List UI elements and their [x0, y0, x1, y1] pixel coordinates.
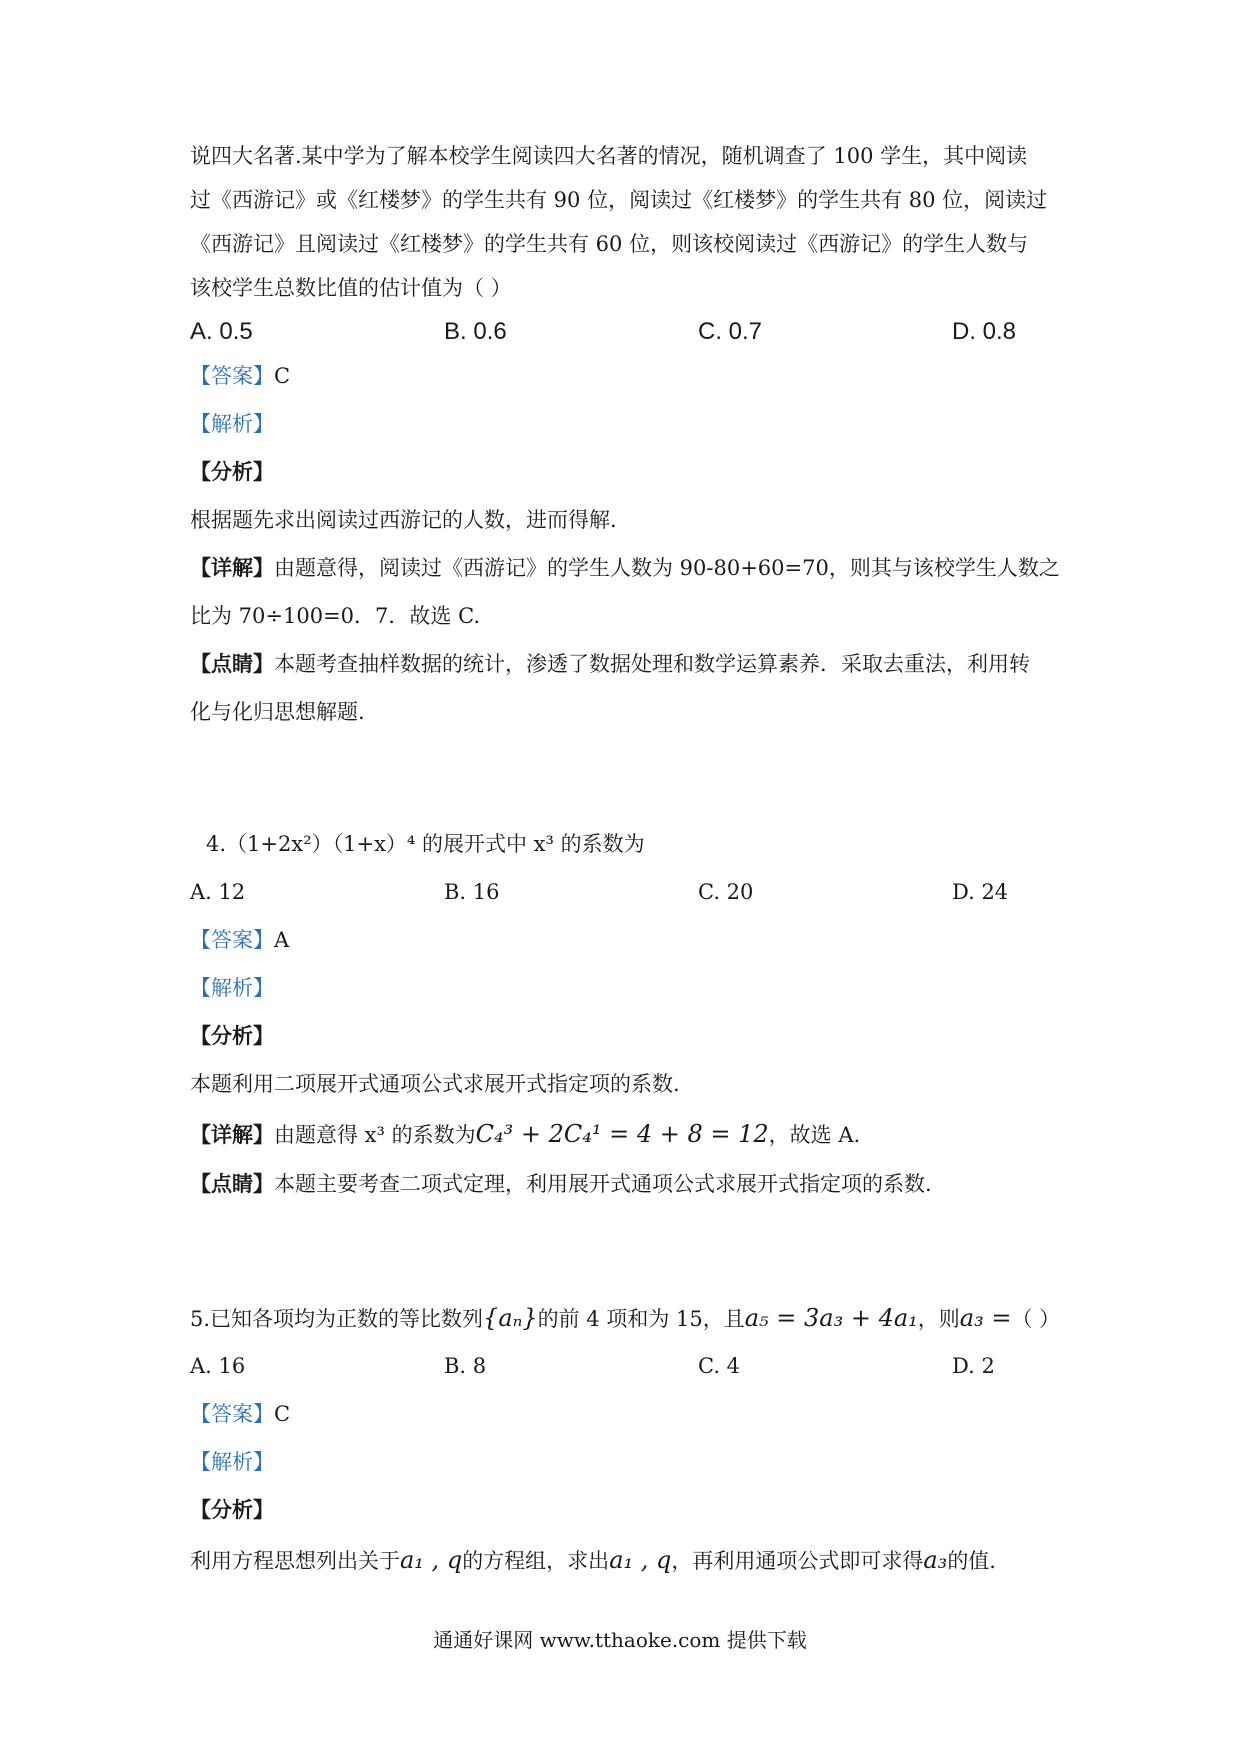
q4-answer: [190, 926, 289, 954]
q5-sequence: {aₙ}: [483, 1304, 538, 1332]
xiangjie-tag: 【详解】: [190, 1122, 274, 1147]
q3-fenxi-tag: 【分析】: [190, 459, 274, 484]
q4-xiangjie: [190, 1120, 860, 1149]
fenxi-part-b: 的方程组，求出: [462, 1549, 610, 1573]
fenxi-part-a: 利用方程思想列出关于: [190, 1549, 400, 1573]
q3-option-d: D. 0.8: [952, 318, 1017, 345]
dianjing-text: 本题主要考查二项式定理，利用展开式通项公式求展开式指定项的系数.: [274, 1172, 932, 1196]
q3-stem-line-1: 说四大名著.某中学为了解本校学生阅读四大名著的情况，随机调查了 100 学生，其中阅读: [190, 144, 1028, 168]
answer-tag: 【答案】: [190, 364, 274, 388]
q4-fenxi-tag: 【分析】: [190, 1023, 274, 1048]
q5-stem-part-a: 5.已知各项均为正数的等比数列: [190, 1307, 484, 1331]
xiangjie-text: 由题意得，阅读过《西游记》的学生人数为 90-80+60=70，则其与该校学生人数之: [274, 556, 1060, 580]
q3-stem-line-3: 《西游记》且阅读过《红楼梦》的学生共有 60 位，则该校阅读过《西游记》的学生人数与: [190, 232, 1029, 256]
q5-stem-part-b: 的前 4 项和为 15，且: [537, 1307, 745, 1331]
q5-ask: a₃ =: [959, 1304, 1012, 1332]
q3-jiexi-tag: 【解析】: [190, 412, 274, 436]
xiangjie-formula: C₄³ + 2C₄¹ = 4 + 8 = 12: [475, 1120, 769, 1148]
q4-option-a: A. 12: [190, 880, 246, 904]
q4-option-b: B. 16: [444, 880, 500, 904]
answer-tag: 【答案】: [190, 1402, 274, 1426]
q5-option-a: A. 16: [190, 1354, 246, 1378]
q5-fenxi-text: [190, 1546, 996, 1575]
q5-option-d: D. 2: [952, 1354, 995, 1378]
q3-stem-line-2: 过《西游记》或《红楼梦》的学生共有 90 位，阅读过《红楼梦》的学生共有 80 位，阅读过: [190, 188, 1048, 212]
fenxi-vars: a₁ , q: [400, 1546, 463, 1574]
q3-dianjing-line-2: 化与化归思想解题.: [190, 700, 365, 724]
q4-fenxi-text: 本题利用二项展开式通项公式求展开式指定项的系数.: [190, 1072, 680, 1096]
q4-option-c: C. 20: [698, 880, 754, 904]
q5-answer: [190, 1400, 290, 1428]
q5-stem-part-d: （ ）: [1011, 1307, 1061, 1331]
fenxi-var-3: a₃: [923, 1546, 948, 1574]
q3-option-a: A. 0.5: [190, 318, 253, 345]
fenxi-vars-2: a₁ , q: [609, 1546, 672, 1574]
page-footer: 通通好课网 www.tthaoke.com 提供下载: [433, 1628, 807, 1652]
xiangjie-conclusion: ，故选 A.: [768, 1123, 861, 1147]
fenxi-part-c: ，再利用通项公式即可求得: [671, 1549, 924, 1573]
q5-fenxi-tag: 【分析】: [190, 1497, 274, 1522]
q5-jiexi-tag: 【解析】: [190, 1450, 274, 1474]
q3-stem-line-4: 该校学生总数比值的估计值为（ ）: [190, 276, 512, 300]
q3-xiangjie-line-2: 比为 70÷100=0．7．故选 C.: [190, 604, 481, 628]
answer-tag: 【答案】: [190, 928, 274, 952]
q4-jiexi-tag: 【解析】: [190, 976, 274, 1000]
q3-option-c: C. 0.7: [698, 318, 763, 345]
q5-option-c: C. 4: [698, 1354, 741, 1378]
q4-stem: 4.（1+2x²）（1+x）⁴ 的展开式中 x³ 的系数为: [206, 832, 645, 856]
answer-value: C: [274, 1402, 291, 1426]
dianjing-tag: 【点睛】: [190, 651, 274, 676]
q5-stem: [190, 1304, 1060, 1333]
answer-value: C: [274, 364, 291, 388]
dianjing-tag: 【点睛】: [190, 1171, 274, 1196]
q3-dianjing: [190, 650, 1030, 678]
q3-xiangjie: [190, 554, 1060, 582]
q4-option-d: D. 24: [952, 880, 1009, 904]
dianjing-text: 本题考查抽样数据的统计，渗透了数据处理和数学运算素养．采取去重法，利用转: [274, 652, 1030, 676]
q5-option-b: B. 8: [444, 1354, 487, 1378]
q3-fenxi-text: 根据题先求出阅读过西游记的人数，进而得解.: [190, 508, 617, 532]
q4-dianjing: [190, 1170, 932, 1198]
q5-equation: a₅ = 3a₃ + 4a₁: [744, 1304, 918, 1332]
q3-answer: [190, 362, 290, 390]
q3-option-b: B. 0.6: [444, 318, 507, 345]
answer-value: A: [274, 928, 290, 952]
q5-stem-part-c: ，则: [917, 1307, 960, 1331]
xiangjie-text: 由题意得 x³ 的系数为: [274, 1123, 476, 1147]
xiangjie-tag: 【详解】: [190, 555, 274, 580]
fenxi-part-d: 的值.: [947, 1549, 996, 1573]
